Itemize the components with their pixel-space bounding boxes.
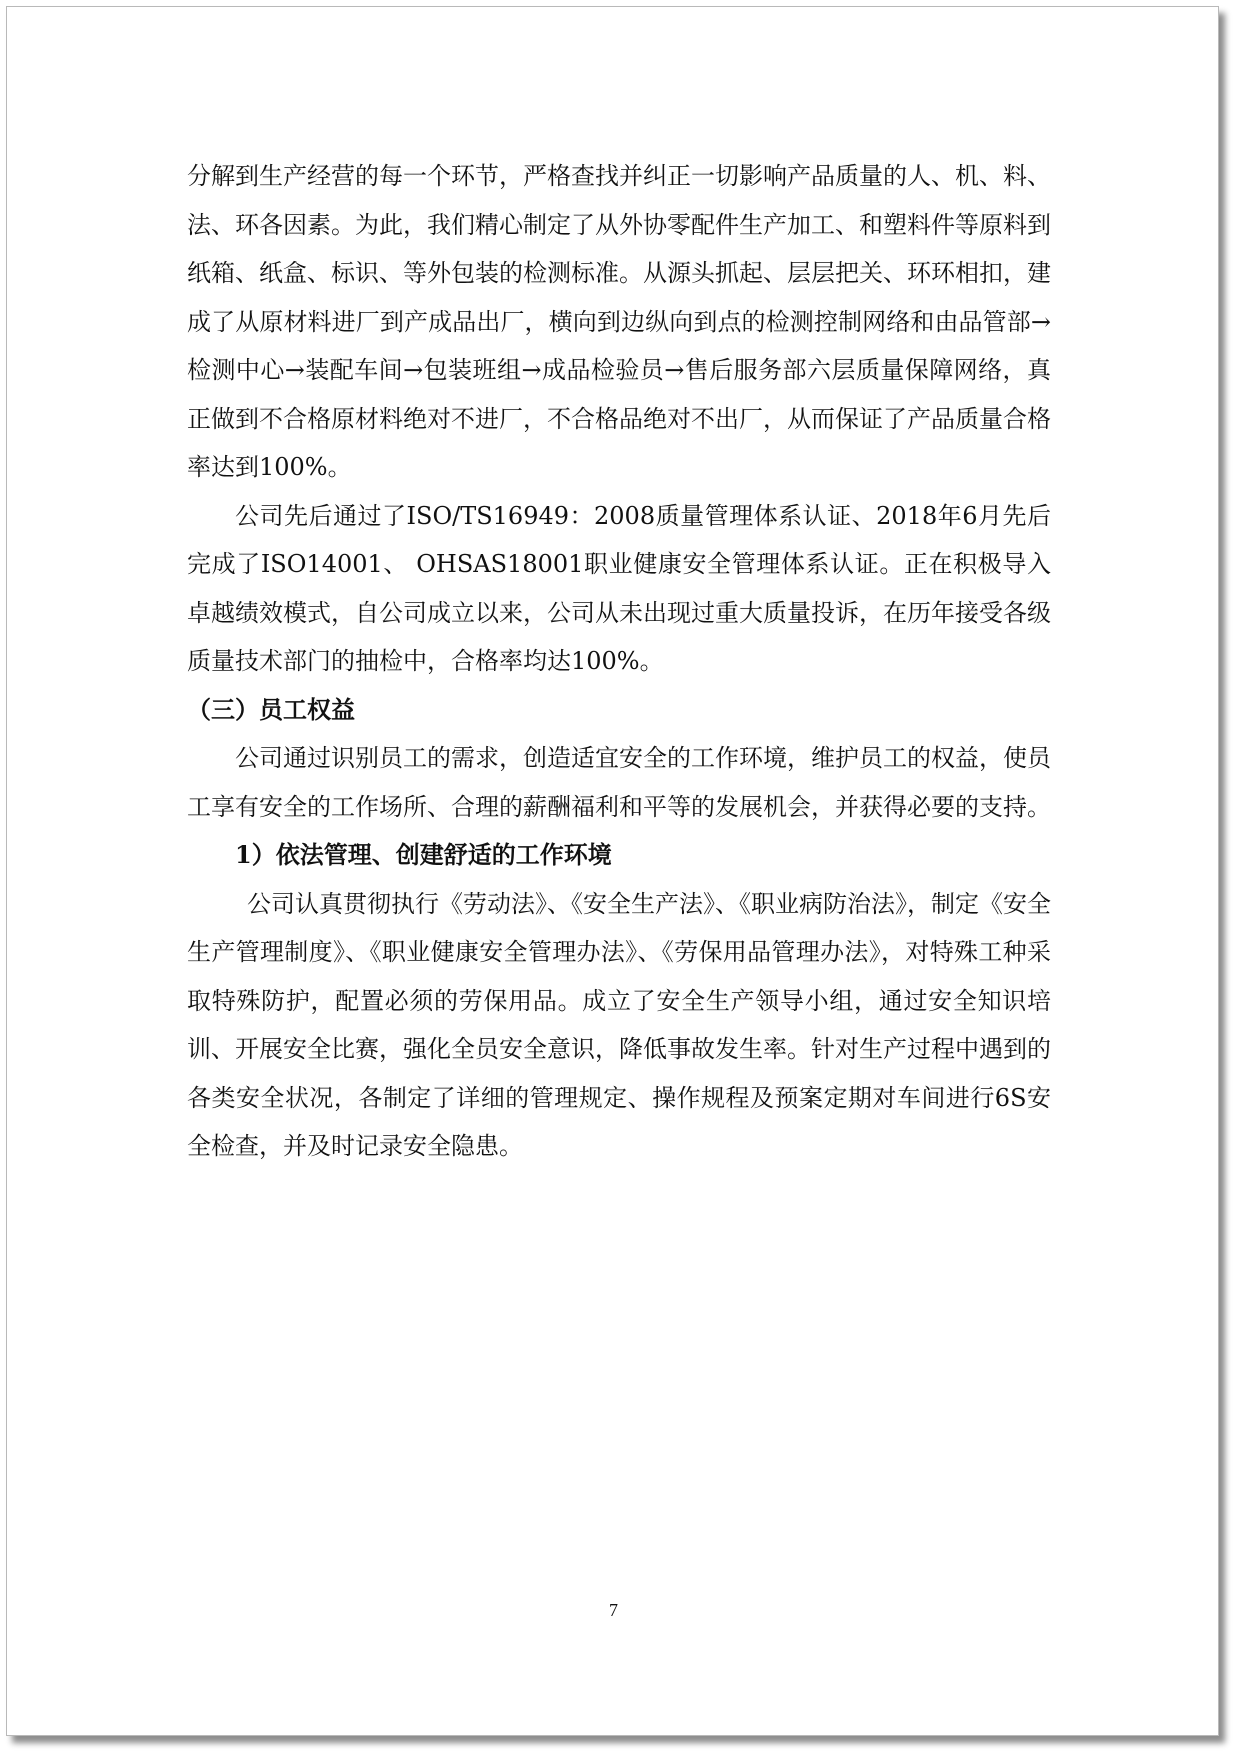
- section-heading-employee-rights: （三）员工权益: [187, 694, 355, 724]
- subsection-heading-work-environment: 1）依法管理、创建舒适的工作环境: [235, 840, 612, 869]
- paragraph-certifications: 公司先后通过了ISO/TS16949：2008质量管理体系认证、2018年6月先后完成了ISO14001、 OHSAS18001职业健康安全管理体系认证。正在积极导入卓越绩效模式，自公司成立以来，公司从未出现过重大质量投诉，在历年接受各级质量技术部门的抽检中，合格率均达100%。: [187, 501, 1051, 675]
- page-body: [187, 152, 1051, 1171]
- paragraph-quality-control: 分解到生产经营的每一个环节，严格查找并纠正一切影响产品质量的人、机、料、法、环各因素。为此，我们精心制定了从外协零配件生产加工、和塑料件等原料到纸箱、纸盒、标识、等外包装的检测标准。从源头抓起、层层把关、环环相扣，建成了从原材料进厂到产成品出厂，横向到边纵向到点的检测控制网络和由品管部→检测中心→装配车间→包装班组→成品检验员→售后服务部六层质量保障网络，真正做到不合格原材料绝对不进厂，不合格品绝对不出厂，从而保证了产品质量合格率达到100%。: [187, 162, 1051, 481]
- paragraph-safety-management: 公司认真贯彻执行《劳动法》、《安全生产法》、《职业病防治法》，制定《安全生产管理制度》、《职业健康安全管理办法》、《劳保用品管理办法》，对特殊工种采取特殊防护，配置必须的劳保用品。成立了安全生产领导小组，通过安全知识培训、开展安全比赛，强化全员安全意识，降低事故发生率。针对生产过程中遇到的各类安全状况，各制定了详细的管理规定、操作规程及预案定期对车间进行6S安全检查，并及时记录安全隐患。: [187, 889, 1051, 1160]
- page-number: 7: [609, 1600, 618, 1620]
- paragraph-employee-needs: 公司通过识别员工的需求，创造适宜安全的工作环境，维护员工的权益，使员工享有安全的工作场所、合理的薪酬福利和平等的发展机会，并获得必要的支持。: [187, 744, 1051, 821]
- document-page: [6, 6, 1219, 1736]
